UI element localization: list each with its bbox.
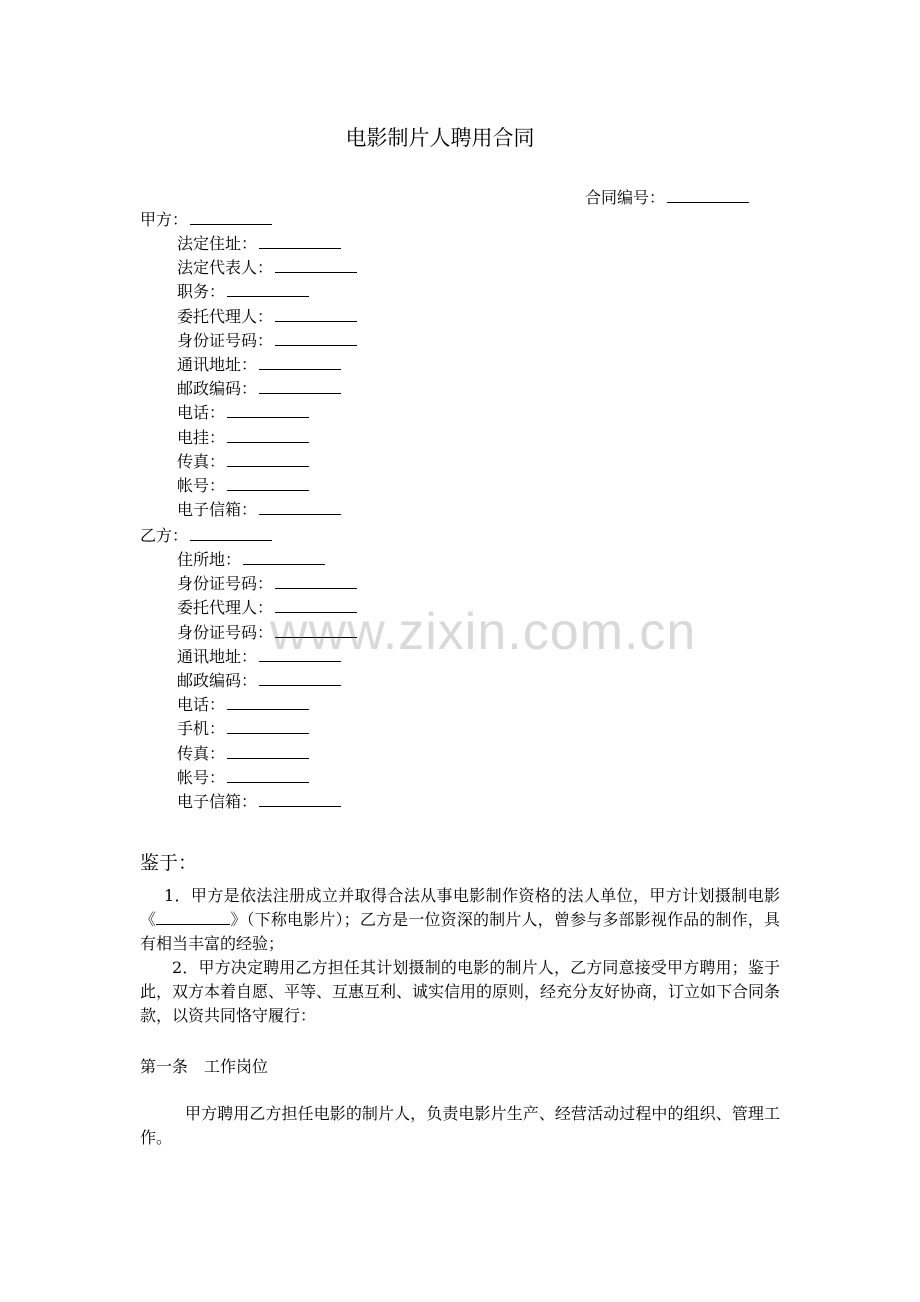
party-a-field-blank (275, 258, 357, 273)
party-a-field (177, 428, 309, 448)
party-b-field-label: 传真： (177, 743, 226, 763)
party-b-field (177, 574, 357, 594)
party-b-field (177, 550, 325, 570)
party-b-field-label: 帐号： (177, 767, 226, 787)
party-b-blank (190, 526, 272, 541)
party-a-field-label: 帐号： (177, 476, 226, 495)
party-a-label-text: 甲方： (140, 210, 189, 229)
contract-number (585, 185, 749, 208)
party-b-field-label: 手机： (177, 719, 226, 739)
party-a-field-blank (259, 500, 341, 515)
party-b-field-blank (227, 768, 309, 783)
party-a-field-blank (275, 331, 357, 346)
contract-number-blank (667, 188, 749, 203)
document-title: 电影制片人聘用合同 (345, 126, 535, 150)
recital-item-1-part-b: 》（下称电影片）；乙方是一位资深的制片人，曾参与多部影视作品的制作，具有相当丰富的经验； (140, 910, 780, 953)
party-b-field (177, 598, 357, 618)
party-b-label (140, 526, 272, 546)
party-b-field (177, 695, 309, 715)
party-b-field-label: 身份证号码： (177, 574, 274, 594)
party-a-field (177, 355, 341, 375)
party-a-field-label: 电子信箱： (177, 500, 258, 520)
party-b-field-blank (243, 550, 325, 565)
party-a-field-blank (227, 282, 309, 297)
party-a-field-blank (259, 379, 341, 394)
party-a-field-label: 委托代理人： (177, 306, 274, 326)
party-a-field-label: 电话： (177, 403, 226, 423)
party-b-field-blank (275, 598, 357, 613)
party-a-field-blank (259, 355, 341, 370)
party-b-field-blank (227, 695, 309, 710)
party-b-field-blank (259, 792, 341, 807)
party-a-field-blank (227, 452, 309, 467)
party-a-field-label: 电挂： (177, 427, 226, 447)
party-a-field-blank (227, 476, 309, 491)
party-a-field-blank (227, 428, 309, 443)
watermark: www.zixin.com.cn (270, 603, 697, 661)
clause-1-heading: 第一条 工作岗位 (140, 1057, 269, 1076)
party-a-field-label: 职务： (177, 282, 226, 302)
party-a-field (177, 331, 357, 351)
party-a-field (177, 403, 309, 423)
party-a-field (177, 379, 341, 399)
party-b-field (177, 768, 309, 788)
party-b-field-label: 电子信箱： (177, 792, 258, 811)
party-a-field (177, 307, 357, 327)
party-a-field (177, 258, 357, 278)
party-a-field-blank (227, 403, 309, 418)
party-a-blank (190, 210, 272, 225)
party-a-field-label: 传真： (177, 451, 226, 471)
party-a-field-label: 通讯地址： (177, 355, 258, 374)
party-b-field-label: 委托代理人： (177, 598, 274, 618)
party-b-field-blank (275, 623, 357, 638)
party-b-field (177, 671, 341, 691)
recital-item-2: 2．甲方决定聘用乙方担任其计划摄制的电影的制片人，乙方同意接受甲方聘用；鉴于此，双方本着自愿、平等、互惠互利、诚实信用的原则，经充分友好协商，订立如下合同条款，以资共同恪守履行： (140, 958, 781, 1025)
party-a-field-label: 法定代表人： (177, 258, 274, 278)
party-a-field-blank (259, 234, 341, 249)
party-b-label-text: 乙方： (140, 526, 189, 545)
party-b-field-blank (259, 671, 341, 686)
party-a-field-blank (275, 307, 357, 322)
party-a-field (177, 234, 341, 254)
party-b-field-label: 邮政编码： (177, 671, 258, 690)
party-b-field-blank (227, 744, 309, 759)
party-b-field (177, 719, 309, 739)
recitals-heading: 鉴于： (140, 852, 198, 874)
party-b-field-blank (227, 719, 309, 734)
recital-item-1 (140, 884, 780, 956)
party-b-field-blank (275, 574, 357, 589)
party-b-field (177, 792, 341, 812)
party-b-field (177, 623, 357, 643)
party-b-field-label: 身份证号码： (177, 622, 274, 642)
party-b-field-label: 电话： (177, 695, 226, 715)
party-b-field-blank (259, 647, 341, 662)
party-b-field-label: 住所地： (177, 550, 242, 569)
party-a-field-label: 法定住址： (177, 234, 258, 253)
party-a-field-label: 身份证号码： (177, 330, 274, 350)
party-b-field (177, 744, 309, 764)
party-a-field (177, 476, 309, 496)
party-a-label (140, 210, 272, 230)
contract-number-label: 合同编号： (585, 188, 666, 207)
party-a-field (177, 500, 341, 520)
party-a-field-label: 邮政编码： (177, 379, 258, 399)
party-b-field (177, 647, 341, 667)
party-a-field (177, 452, 309, 472)
party-a-field (177, 282, 309, 302)
recital-item-1-part-a: 1．甲方是依法注册成立并取得合法从事电影制作资格的法人单位，甲方计划摄制电影《 (140, 886, 780, 929)
clause-1-body: 甲方聘用乙方担任电影的制片人，负责电影片生产、经营活动过程中的组织、管理工作。 (140, 1104, 780, 1147)
party-b-field-label: 通讯地址： (177, 646, 258, 666)
film-title-blank (156, 910, 230, 925)
